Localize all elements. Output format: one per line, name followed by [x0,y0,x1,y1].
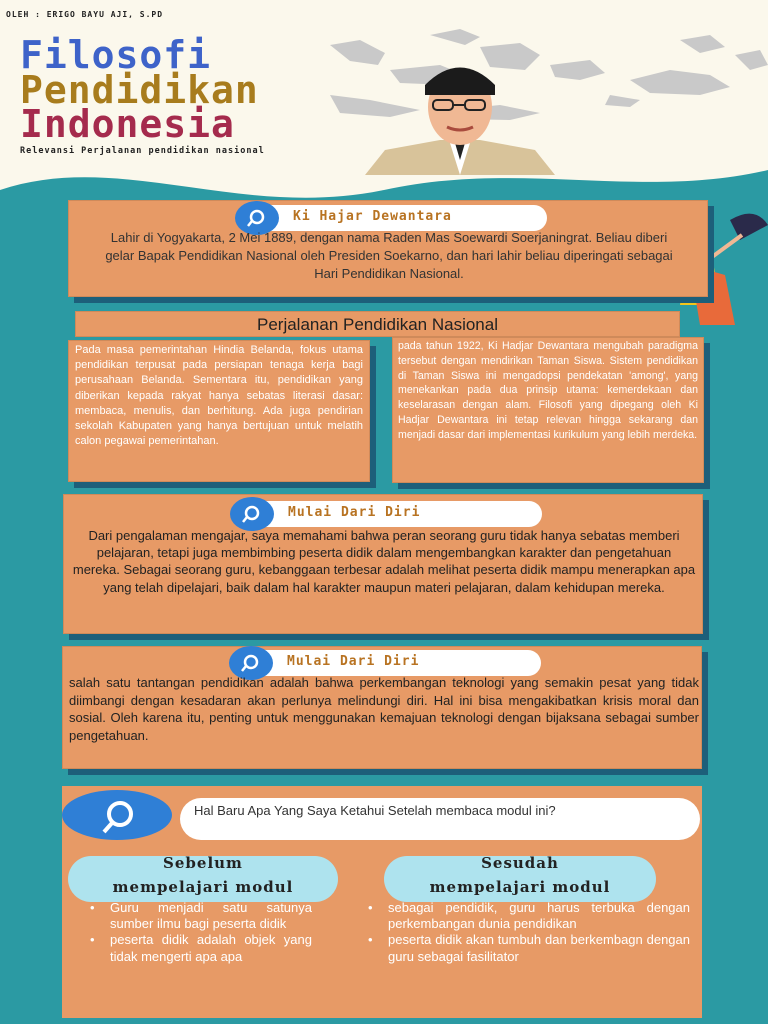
journey-heading-bar [75,311,680,337]
question-text: Hal Baru Apa Yang Saya Ketahui Setelah membaca modul ini? [194,803,556,818]
reflection-2-heading-pill [231,650,541,676]
after-heading-pill [384,856,656,902]
reflection-2-heading: Mulai Dari Diri [287,654,420,669]
subtitle: Relevansi Perjalanan pendidikan nasional [20,146,265,156]
after-list-item: • sebagai pendidik, guru harus terbuka dengan perkembangan dunia pendidikan [362,900,690,932]
search-icon [230,497,274,531]
title-line-filosofi: Filosofi [20,33,212,77]
after-list-item: • peserta didik akan tumbuh dan berkembagn dengan guru sebagai fasilitator [362,932,690,964]
author-credit: OLEH : ERIGO BAYU AJI, S.PD [6,10,164,19]
biography-text: Lahir di Yogyakarta, 2 Mei 1889, dengan nama Raden Mas Soewardi Soerjaningrat. Beliau diberi gelar Bapak Pendidikan Nasional oleh Presiden Soekarno, dan hari lahir beliau diperingati sebagai Hari Pendidikan Nasional. [105,230,673,281]
before-heading-line1: Sebelum [163,854,243,872]
biography-heading: Ki Hajar Dewantara [293,209,452,224]
before-after-card [62,786,702,1018]
question-pill [180,798,700,840]
after-list [362,900,690,965]
reflection-2-text: salah satu tantangan pendidikan adalah bahwa perkembangan teknologi yang semakin pesat yang tidak diimbangi dengan kesadaran akan perlunya melindungi diri. Hal ini bisa mengakibatkan krisis moral dan sosial. Oleh karena itu, penting untuk menggunakan kemajuan teknologi dengan bijaksana sebagai sumber pengetahuan. [69,675,699,743]
before-list-item: • peserta didik adalah objek yang tidak mengerti apa apa [84,932,312,964]
after-heading-line1: Sesudah [481,854,559,872]
before-list-item: • Guru menjadi satu satunya sumber ilmu bagi peserta didik [84,900,312,932]
journey-left-card [68,340,370,482]
before-heading-line2: mempelajari modul [112,878,294,896]
journey-title: Perjalanan Pendidikan Nasional [257,315,498,334]
after-heading-line2: mempelajari modul [429,878,611,896]
biography-card [68,200,708,297]
biography-heading-pill [237,205,547,231]
before-heading-pill [68,856,338,902]
reflection-card-2 [62,646,702,769]
title-line-pendidikan: Pendidikan [20,68,259,112]
journey-right-card [392,337,704,483]
journey-right-text: pada tahun 1922, Ki Hadjar Dewantara mengubah paradigma tersebut dengan mendirikan Taman Siswa. Sistem pendidikan di Taman Siswa ini mengadopsi pendekatan 'among', yang menekankan pada dua prinsip utama: kemerdekaan dan keselarasan dengan alam. Filosofi yang dipegang oleh Ki Hadjar Dewantara ini tetap relevan hingga sekarang dan menjadi dasar dari implementasi kurikulum yang lebih merdeka. [398,340,698,441]
search-icon [62,790,172,840]
journey-left-text: Pada masa pemerintahan Hindia Belanda, fokus utama pendidikan terpusat pada persiapan tenaga kerja bagi perusahaan Belanda. Sementara itu, pendidikan yang diberikan kepada rakyat hanya sebatas literasi dasar: membaca, menulis, dan berhitung. Ada juga pendirian sekolah Kabupaten yang hanya bertujuan untuk melatih calon pegawai pemerintahan. [75,344,363,448]
reflection-1-text: Dari pengalaman mengajar, saya memahami bahwa peran seorang guru tidak hanya sebatas memberi pelajaran, tetapi juga membimbing peserta didik dalam mengembangkan karakter dan pengetahuan mereka. Sebagai seorang guru, kebanggaan terbesar adalah melihat peserta didik mampu menerapkan apa yang telah dipelajari, baik dalam hal karakter maupun materi pelajaran, dalam kehidupan mereka. [72,528,696,595]
reflection-1-heading-pill [232,501,542,527]
before-list [84,900,312,965]
reflection-1-heading: Mulai Dari Diri [288,505,421,520]
reflection-card-1 [63,494,703,634]
title-line-indonesia: Indonesia [20,102,235,146]
